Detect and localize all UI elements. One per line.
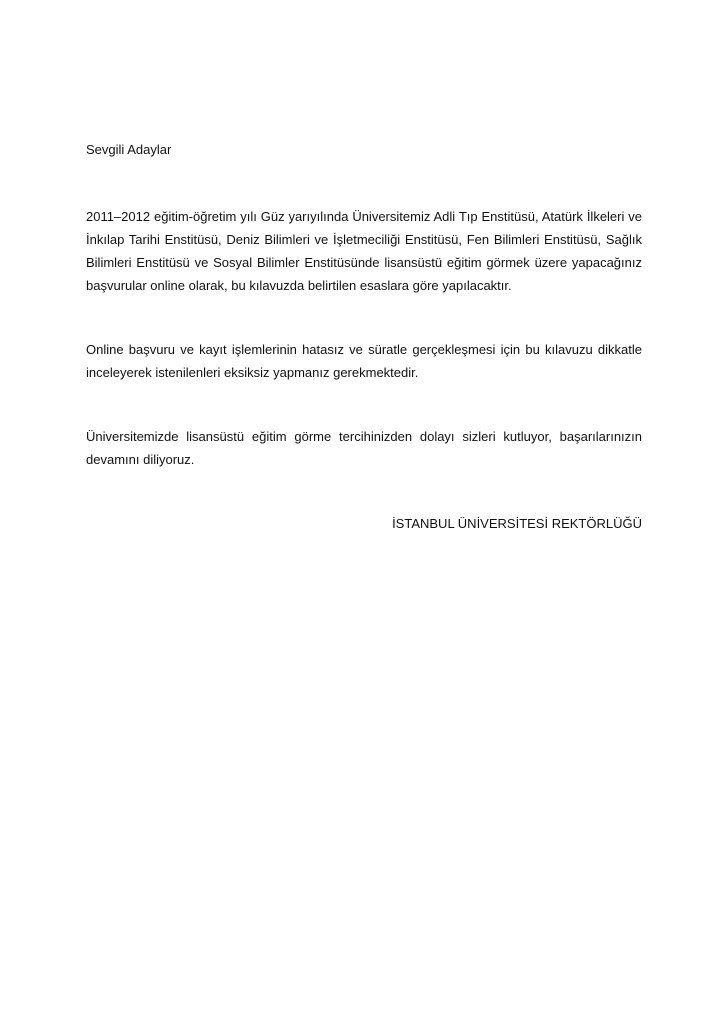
letter-body	[86, 138, 642, 535]
paragraph-congratulations: Üniversitemizde lisansüstü eğitim görme tercihinizden dolayı sizleri kutluyor, başarılarınızın devamını diliyoruz.	[86, 429, 642, 467]
paragraph-instructions: Online başvuru ve kayıt işlemlerinin hatasız ve süratle gerçekleşmesi için bu kılavuzu dikkatle inceleyerek istenilenleri eksiksiz yapmanız gerekmektedir.	[86, 342, 642, 380]
signature: İSTANBUL ÜNİVERSİTESİ REKTÖRLÜĞÜ	[392, 516, 642, 531]
paragraph-application-info: 2011–2012 eğitim-öğretim yılı Güz yarıyılında Üniversitemiz Adli Tıp Enstitüsü, Atatürk İlkeleri ve İnkılap Tarihi Enstitüsü, Deniz Bilimleri ve İşletmeciliği Enstitüsü, Fen Bilimleri Enstitüsü, Sağlık Bilimleri Enstitüsü ve Sosyal Bilimler Enstitüsünde lisansüstü eğitim görmek üzere yapacağınız başvurular online olarak, bu kılavuzda belirtilen esaslara göre yapılacaktır.	[86, 209, 642, 293]
greeting: Sevgili Adaylar	[86, 142, 172, 157]
